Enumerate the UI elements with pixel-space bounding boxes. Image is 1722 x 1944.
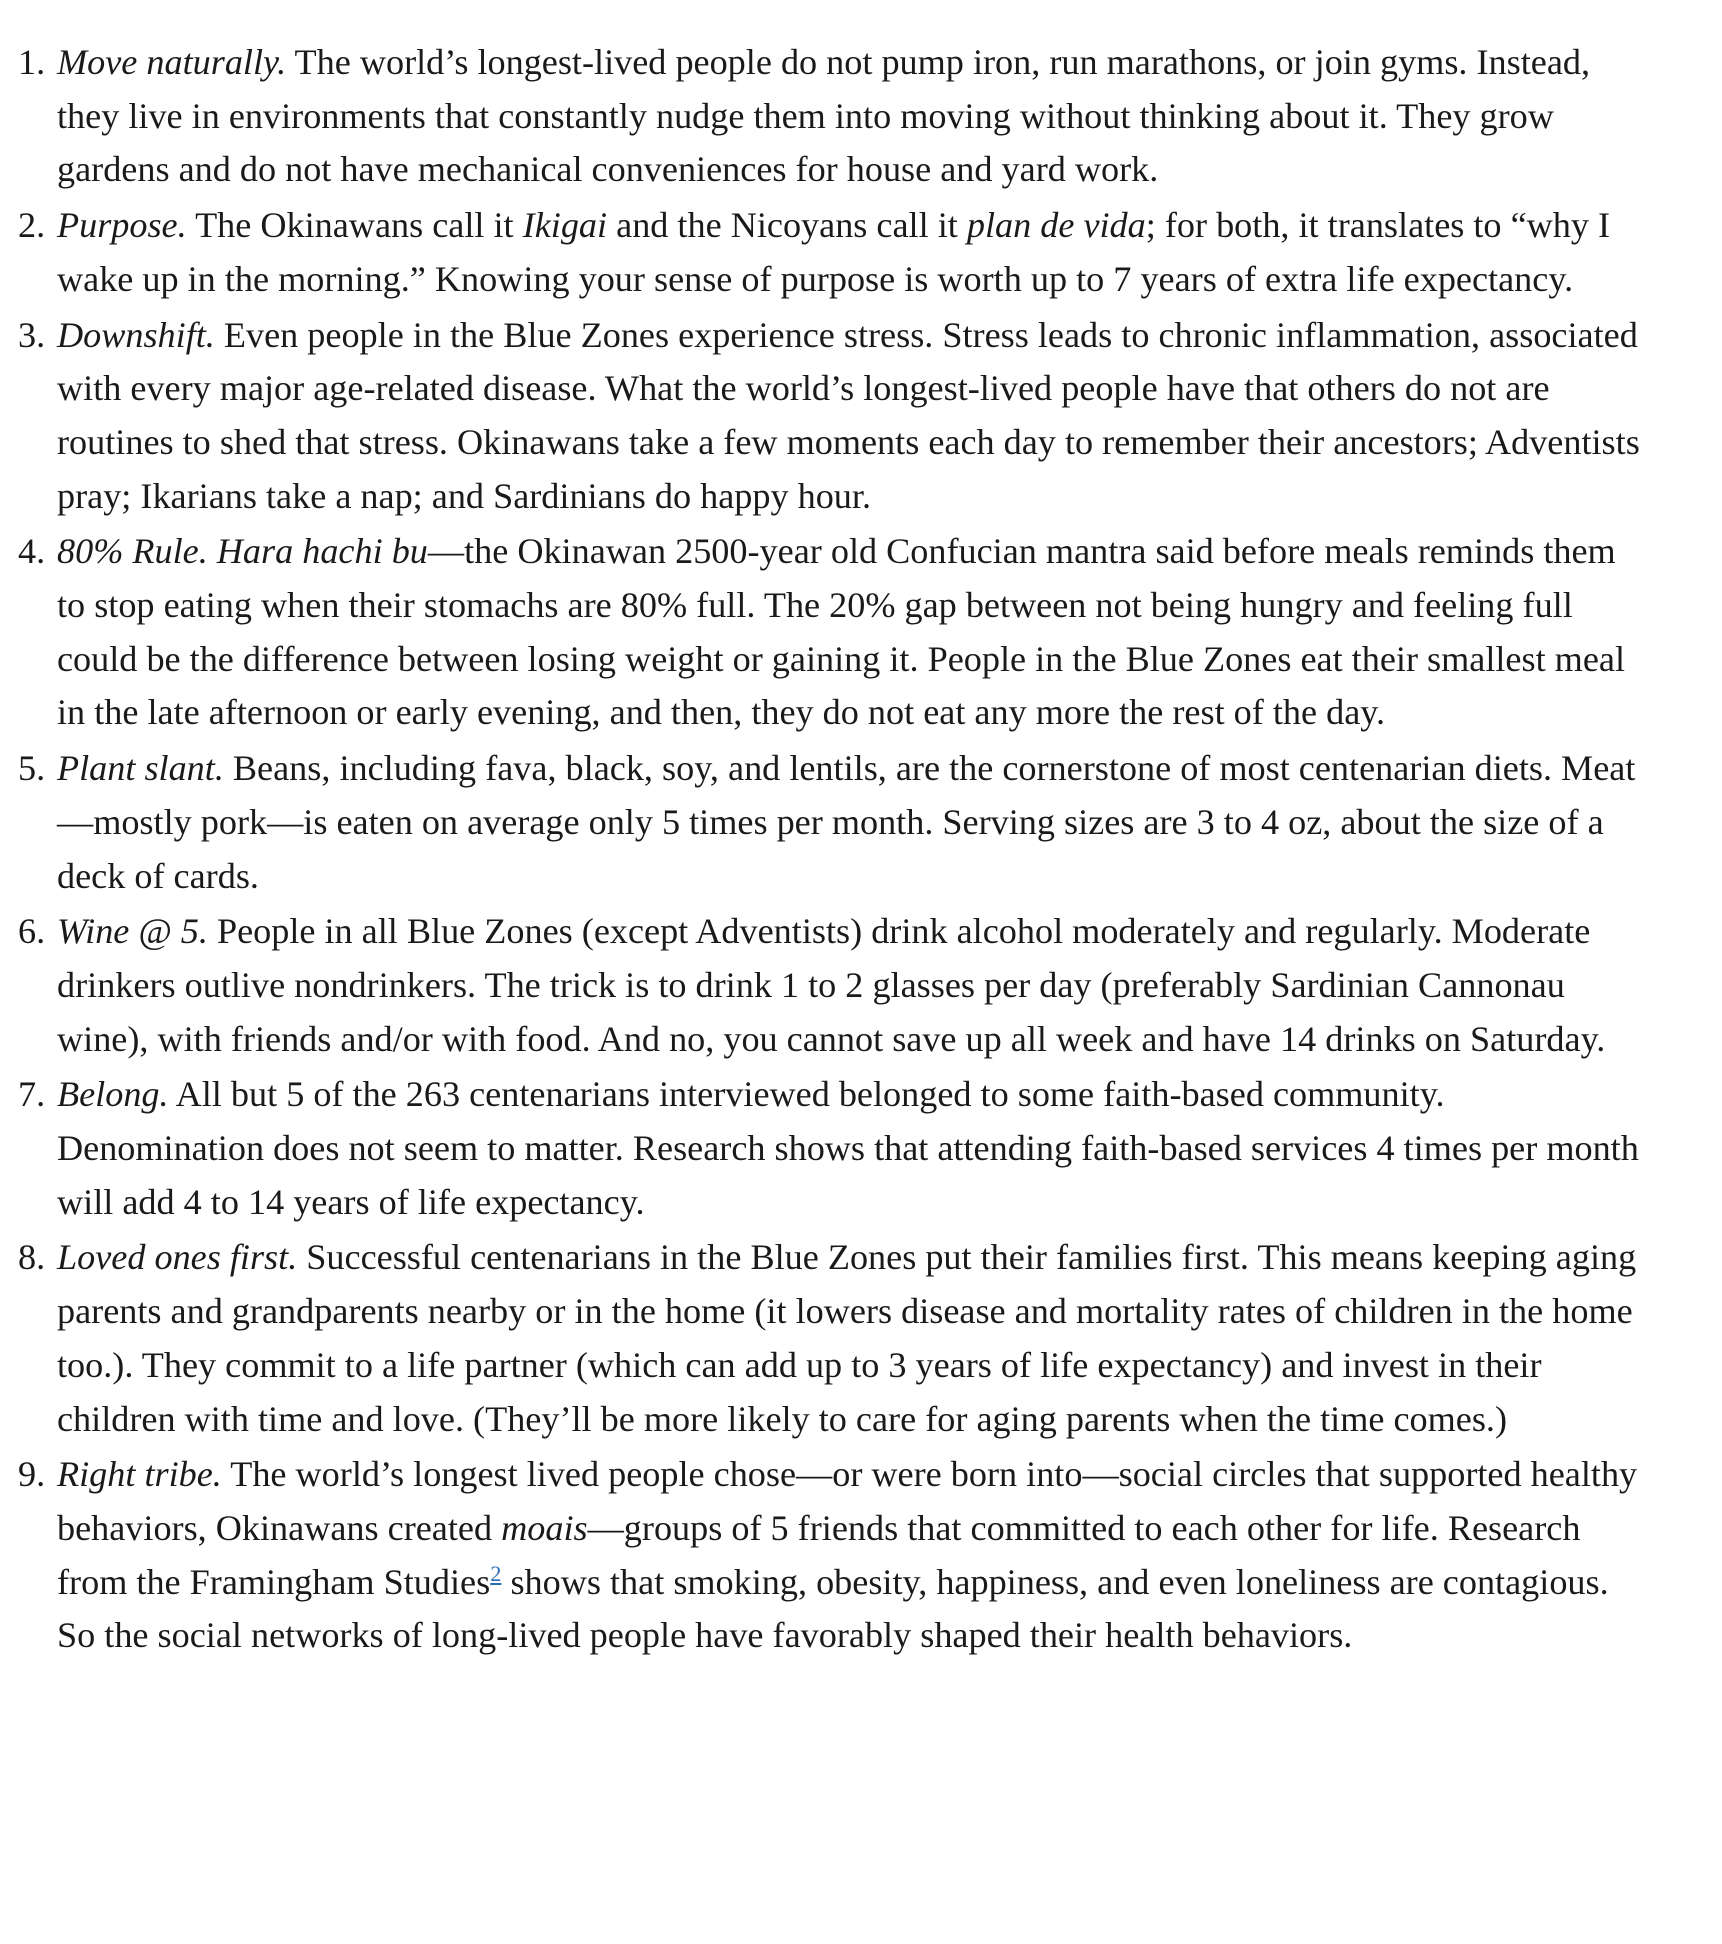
item-text: The world’s longest-lived people do not pump iron, run marathons, or join gyms. Instead, they live in environments that constantly nudge them into moving without thinking about it. They grow gardens and do not have mechanical conveniences for house and yard work. bbox=[57, 42, 1591, 190]
item-text: —the Okinawan 2500-year old Confucian mantra said before meals reminds them to stop eating when their stomachs are 80% full. The 20% gap between not being hungry and feeling full could be the difference between losing weight or gaining it. People in the Blue Zones eat their smallest meal in the late afternoon or early evening, and then, they do not eat any more the rest of the day. bbox=[57, 531, 1626, 733]
item-number: 7. bbox=[18, 1074, 46, 1115]
item-text: —groups of 5 friends that committed to each other for life. Research from the Framingham Studies bbox=[57, 1507, 1581, 1602]
item-number: 8. bbox=[18, 1237, 46, 1278]
blue-zones-list bbox=[0, 36, 1722, 1663]
item-text: The Okinawans call it bbox=[186, 205, 523, 246]
list-item-move-naturally bbox=[0, 36, 1649, 197]
item-text: All but 5 of the 263 centenarians interviewed belonged to some faith-based community. Denomination does not seem to matter. Research shows that attending faith-based services 4 times per month will add 4 to 14 years of life expectancy. bbox=[57, 1074, 1639, 1222]
list-item-80-percent-rule bbox=[0, 525, 1649, 740]
item-lead: Wine @ 5. bbox=[57, 911, 208, 952]
list-item-plant-slant bbox=[0, 742, 1649, 903]
item-number: 2. bbox=[18, 205, 46, 246]
item-text: People in all Blue Zones (except Adventists) drink alcohol moderately and regularly. Moderate drinkers outlive nondrinkers. The trick is to drink 1 to 2 glasses per day (preferably Sardinian Cannonau wine), with friends and/or with food. And no, you cannot save up all week and have 14 drinks on Saturday. bbox=[57, 911, 1606, 1059]
item-lead: Downshift. bbox=[57, 314, 215, 355]
item-lead: Right tribe. bbox=[57, 1454, 222, 1495]
list-item-right-tribe bbox=[0, 1448, 1649, 1663]
list-item-belong bbox=[0, 1068, 1649, 1229]
item-text: shows that smoking, obesity, happiness, and even loneliness are contagious. So the social networks of long-lived people have favorably shaped their health behaviors. bbox=[57, 1561, 1609, 1656]
item-lead: Loved ones first. bbox=[57, 1237, 298, 1278]
item-number: 9. bbox=[18, 1454, 46, 1495]
item-lead: 80% Rule. bbox=[57, 531, 208, 572]
item-italic-term: Hara hachi bu bbox=[216, 531, 428, 572]
list-item-loved-ones-first bbox=[0, 1231, 1649, 1446]
item-italic-term: Ikigai bbox=[522, 205, 608, 246]
item-lead: Purpose. bbox=[57, 205, 187, 246]
item-text: Even people in the Blue Zones experience stress. Stress leads to chronic inflammation, associated with every major age-related disease. What the world’s longest-lived people have that others do not are routines to shed that stress. Okinawans take a few moments each day to remember their ancestors; Adventists pray; Ikarians take a nap; and Sardinians do happy hour. bbox=[57, 314, 1640, 516]
item-text bbox=[208, 531, 217, 571]
list-item-downshift bbox=[0, 309, 1649, 524]
item-lead: Belong. bbox=[57, 1074, 169, 1115]
item-number: 1. bbox=[18, 42, 46, 82]
item-text: ; for both, it translates to “why I wake up in the morning.” Knowing your sense of purpose is worth up to 7 years of extra life expectancy. bbox=[57, 205, 1611, 299]
footnote-link[interactable]: 2 bbox=[490, 1560, 502, 1586]
item-number: 3. bbox=[18, 314, 46, 355]
list-item-purpose bbox=[0, 199, 1649, 306]
item-lead: Move naturally. bbox=[57, 42, 287, 82]
item-italic-term: plan de vida bbox=[966, 205, 1146, 246]
item-number: 5. bbox=[18, 748, 46, 789]
item-italic-term: moais bbox=[501, 1507, 588, 1548]
item-number: 4. bbox=[18, 531, 46, 572]
list-item-wine-at-5 bbox=[0, 905, 1649, 1066]
item-text: The world’s longest lived people chose—or were born into—social circles that supported healthy behaviors, Okinawans created bbox=[57, 1454, 1638, 1548]
item-text: Successful centenarians in the Blue Zones put their families first. This means keeping aging parents and grandparents nearby or in the home (it lowers disease and mortality rates of children in the home too.). They commit to a life partner (which can add up to 3 years of life expectancy) and invest in their children with time and love. (They’ll be more likely to care for aging parents when the time comes.) bbox=[57, 1237, 1637, 1439]
item-text: Beans, including fava, black, soy, and lentils, are the cornerstone of most centenarian diets. Meat—mostly pork—is eaten on average only 5 times per month. Serving sizes are 3 to 4 oz, about the size of a deck of cards. bbox=[57, 748, 1636, 896]
item-lead: Plant slant. bbox=[57, 748, 224, 789]
item-number: 6. bbox=[18, 911, 46, 952]
item-text: and the Nicoyans call it bbox=[607, 205, 967, 246]
